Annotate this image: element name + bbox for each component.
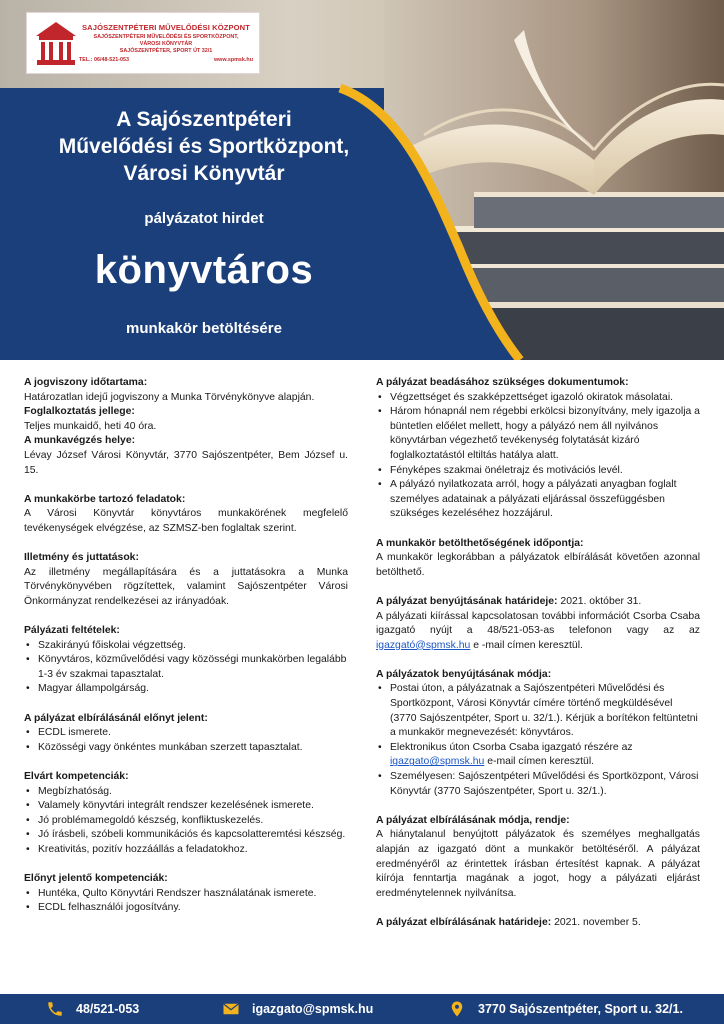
section-heading: Foglalkoztatás jellege: bbox=[24, 406, 135, 418]
hero-position-caption: munkakör betöltésére bbox=[126, 320, 282, 337]
section-heading: A pályázatok benyújtásának módja: bbox=[376, 668, 552, 680]
list-item: • Szakirányú főiskolai végzettség. bbox=[24, 639, 348, 654]
list-item-text-end: e-mail címen keresztül. bbox=[484, 756, 595, 768]
hero-title-line-1: A Sajószentpéteri bbox=[116, 108, 292, 131]
section-text: A Városi Könyvtár könyvtáros munkakörének megfelelő tevékenységek elvégzése, az SZMSZ-ben foglaltak szerint. bbox=[24, 508, 348, 534]
list-item: • Megbízhatóság. bbox=[24, 785, 348, 800]
list-item: • Fényképes szakmai önéletrajz és motivációs levél. bbox=[376, 464, 700, 479]
section-text: A hiánytalanul benyújtott pályázatok és személyes meghallgatás alapján az igazgató dönt a munkakör betöltéséről. A pályázat eredményéről az érintettek írásban értesítést kapnak. A pályázat kiírója fenntartja magának a jogot, hogy a pályázati eljárást eredménytelennek nyilvánítsa. bbox=[376, 829, 700, 899]
section-heading: Elvárt kompetenciák: bbox=[24, 771, 129, 783]
footer-phone bbox=[46, 994, 139, 1024]
section-heading: A jogviszony időtartama: bbox=[24, 377, 148, 388]
right-column bbox=[376, 376, 700, 931]
deadline-line bbox=[376, 595, 700, 610]
evaluation-deadline-line bbox=[376, 916, 700, 931]
logo-web: www.spmsk.hu bbox=[213, 57, 253, 63]
hero-title bbox=[14, 106, 394, 187]
logo-line-1: SAJÓSZENTPÉTERI MŰVELŐDÉSI KÖZPONT bbox=[82, 23, 250, 32]
logo-line-3: VÁROSI KÖNYVTÁR bbox=[139, 41, 193, 47]
deadline-date: 2021. október 31. bbox=[557, 595, 642, 607]
section-heading: A munkakörbe tartozó feladatok: bbox=[24, 493, 186, 505]
section-text: Teljes munkaidő, heti 40 óra. bbox=[24, 420, 157, 432]
info-text-end: e -mail címen keresztül. bbox=[470, 639, 583, 651]
email-link[interactable]: igazgató@spmsk.hu bbox=[376, 639, 471, 651]
footer-bar bbox=[0, 994, 724, 1024]
institution-logo bbox=[26, 12, 260, 74]
list-item: • Huntéka, Qulto Könyvtári Rendszer használatának ismerete. bbox=[24, 887, 348, 902]
section-text bbox=[376, 610, 700, 654]
list-item bbox=[376, 741, 700, 770]
list-item: • Közösségi vagy önkéntes munkában szerzett tapasztalat. bbox=[24, 741, 348, 756]
info-text: A pályázati kiírással kapcsolatosan további információt Csorba Csaba igazgató nyújt a 48/521-053-as telefonon vagy az az bbox=[376, 610, 700, 637]
list-item: • Jó problémamegoldó készség, konfliktuskezelés. bbox=[24, 814, 348, 829]
list-item: • ECDL felhasználói jogosítvány. bbox=[24, 901, 348, 916]
list-item: • Jó írásbeli, szóbeli kommunikációs és kapcsolatteremtési készség. bbox=[24, 828, 348, 843]
section-text: Lévay József Városi Könyvtár, 3770 Sajószentpéter, Bem József u. 15. bbox=[24, 449, 348, 476]
footer-address-text: 3770 Sajószentpéter, Sport u. 32/1. bbox=[478, 1002, 683, 1016]
hero-subtitle: pályázatot hirdet bbox=[144, 210, 264, 227]
hero-title-line-2: Művelődési és Sportközpont, bbox=[58, 135, 350, 158]
footer-phone-text: 48/521-053 bbox=[76, 1002, 140, 1016]
bullet-list bbox=[24, 639, 348, 697]
list-item: • Végzettséget és szakképzettséget igazoló okiratok másolatai. bbox=[376, 391, 700, 406]
footer-email bbox=[222, 994, 373, 1024]
section-heading: A pályázat elbírálásának módja, rendje: bbox=[376, 814, 570, 826]
logo-line-4: SAJÓSZENTPÉTER, SPORT ÚT 32/1 bbox=[119, 48, 213, 54]
section-heading: A pályázat benyújtásának határideje: bbox=[376, 595, 558, 607]
section-text: A munkakör legkorábban a pályázatok elbírálását követően azonnal betölthető. bbox=[376, 552, 700, 578]
bullet-list bbox=[376, 682, 700, 799]
section-heading: A munkavégzés helye: bbox=[24, 435, 136, 447]
bullet-list bbox=[24, 726, 348, 755]
evaluation-date: 2021. november 5. bbox=[551, 916, 641, 928]
location-pin-icon bbox=[448, 1000, 466, 1018]
list-item: • Postai úton, a pályázatnak a Sajószentpéteri Művelődési és Sportközpont, Városi Könyvtár címére történő megküldésével (3770 Sajószentpéter, Sport u. 32/1.). Kérjük a borítékon feltüntetni a munkakör megnevezését: könyvtáros. bbox=[376, 682, 700, 740]
list-item: • Könyvtáros, közművelődési vagy közösségi munkakörben legalább 1-3 év szakmai tapasztalat. bbox=[24, 653, 348, 682]
list-item: • ECDL ismerete. bbox=[24, 726, 348, 741]
envelope-icon bbox=[222, 1000, 240, 1018]
section-heading: Illetmény és juttatások: bbox=[24, 552, 139, 564]
left-column bbox=[24, 376, 348, 916]
job-title: könyvtáros bbox=[94, 248, 314, 292]
bullet-list bbox=[24, 887, 348, 916]
section-heading: A pályázat elbírálásánál előnyt jelent: bbox=[24, 712, 208, 724]
bullet-list bbox=[376, 391, 700, 522]
email-link[interactable]: igazgato@spmsk.hu bbox=[390, 756, 485, 768]
list-item: • A pályázó nyilatkozata arról, hogy a pályázati anyagban foglalt személyes adatainak a pályázati eljárással összefüggésben szükséges kezeléséhez hozzájárul. bbox=[376, 478, 700, 522]
logo-phone: TEL.: 06/48-521-053 bbox=[79, 57, 130, 63]
section-text: Határozatlan idejű jogviszony a Munka Törvénykönyve alapján. bbox=[24, 391, 315, 403]
footer-email-text[interactable]: igazgato@spmsk.hu bbox=[252, 1002, 374, 1016]
footer-address bbox=[448, 994, 683, 1024]
list-item: • Magyar állampolgárság. bbox=[24, 682, 348, 697]
logo-line-2: SAJÓSZENTPÉTERI MŰVELŐDÉSI ÉS SPORTKÖZPONT, bbox=[93, 34, 239, 40]
list-item-text: Elektronikus úton Csorba Csaba igazgató részére az bbox=[390, 741, 633, 753]
section-heading: A pályázat beadásához szükséges dokumentumok: bbox=[376, 377, 629, 388]
section-heading: Előnyt jelentő kompetenciák: bbox=[24, 873, 168, 885]
hero-banner bbox=[0, 0, 724, 360]
list-item: • Kreativitás, pozitív hozzáállás a feladatokhoz. bbox=[24, 843, 348, 858]
list-item: • Valamely könyvtári integrált rendszer kezelésének ismerete. bbox=[24, 799, 348, 814]
hero-title-line-3: Városi Könyvtár bbox=[123, 162, 285, 185]
section-heading: A munkakör betölthetőségének időpontja: bbox=[376, 537, 584, 549]
list-item: • Személyesen: Sajószentpéteri Művelődési és Sportközpont, Városi Könyvtár (3770 Sajószentpéter, Sport u. 32/1.). bbox=[376, 770, 700, 799]
section-heading: A pályázat elbírálásának határideje: bbox=[376, 916, 552, 928]
section-text: Az illetmény megállapítására és a juttatásokra a Munka Törvénykönyvében rögzítettek, valamint Sajószentpéter Városi Önkormányzat rendelkezései az irányadóak. bbox=[24, 566, 348, 607]
phone-icon bbox=[46, 1000, 64, 1018]
list-item: • Három hónapnál nem régebbi erkölcsi bizonyítvány, mely igazolja a büntetlen előélet mellett, hogy a pályázó nem áll nyilvános könyvtárban végezhető tevékenység folytatását kizáró foglalkoztatástól eltiltás hatálya alatt. bbox=[376, 405, 700, 463]
building-logo-icon bbox=[33, 18, 79, 68]
bullet-list bbox=[24, 785, 348, 858]
section-heading: Pályázati feltételek: bbox=[24, 625, 120, 637]
